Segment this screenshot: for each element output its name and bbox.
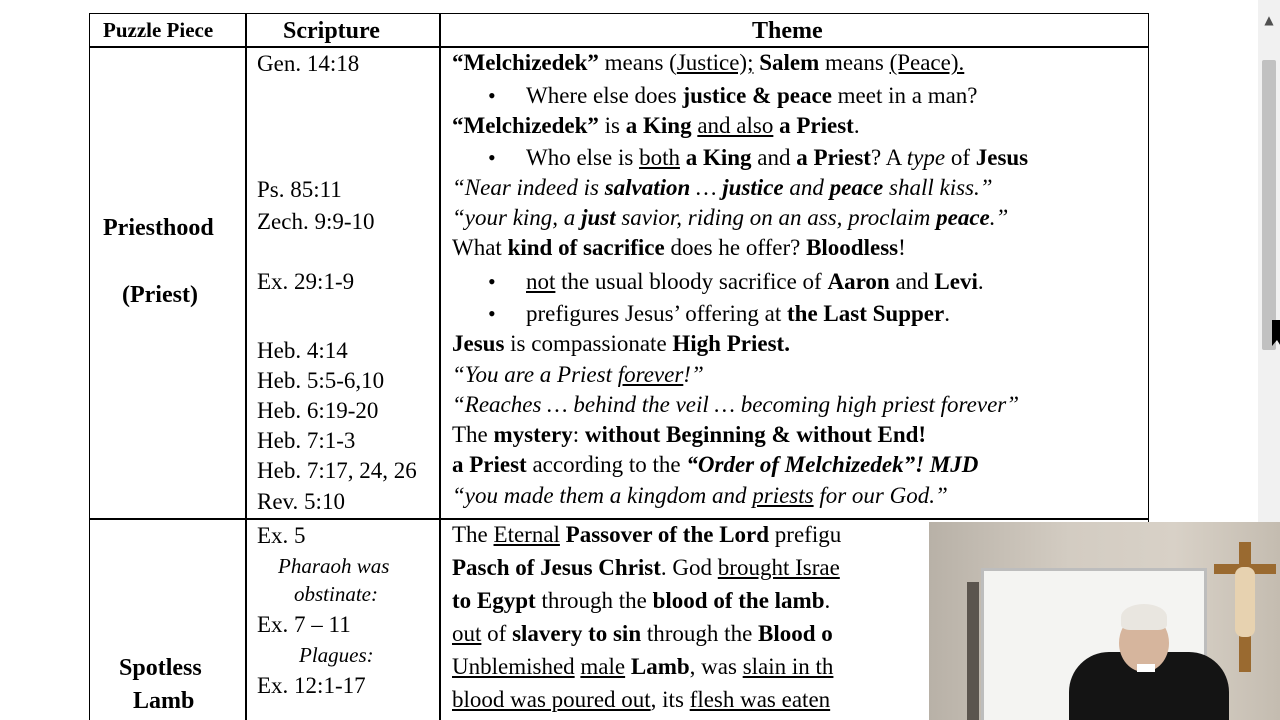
theme-text: flesh was eaten (689, 687, 831, 712)
theme-text: ! (898, 235, 906, 260)
theme-text: slain in th (742, 654, 834, 679)
theme-text: through the (535, 588, 653, 613)
theme-text: for our God.” (813, 483, 948, 508)
theme-text: the Last Supper (787, 301, 945, 326)
scripture-note: Pharaoh was (278, 554, 390, 578)
theme-text: Salem (753, 50, 820, 75)
theme-text: .” (989, 205, 1009, 230)
theme-line (452, 330, 790, 358)
theme-text: Aaron (827, 269, 890, 294)
theme-line (452, 174, 993, 202)
theme-text: forever (617, 362, 684, 387)
theme-text: . (824, 588, 831, 613)
theme-text: . God (660, 555, 718, 580)
puzzle-piece-priesthood: Priesthood (103, 215, 214, 241)
theme-text: a King (625, 113, 692, 138)
theme-text: a King (685, 145, 752, 170)
presenter-hair (1121, 604, 1167, 630)
theme-text: and also (697, 113, 774, 138)
theme-line (452, 451, 978, 479)
theme-text: is (598, 113, 626, 138)
theme-text: salvation (604, 175, 691, 200)
theme-text: . (944, 301, 950, 326)
theme-text: High Priest. (672, 331, 790, 356)
scripture-ref: Heb. 4:14 (257, 338, 348, 363)
theme-text: prefigures Jesus’ offering at (526, 301, 788, 326)
theme-text: mystery (493, 422, 573, 447)
column-divider (439, 13, 441, 720)
theme-text: “Melchizedek” (452, 113, 599, 138)
theme-text: Bloodless (806, 235, 899, 260)
theme-line (452, 521, 841, 549)
theme-text: a Priest (452, 452, 527, 477)
theme-line (452, 686, 830, 714)
theme-text: blood of the lamb (652, 588, 825, 613)
theme-line (452, 112, 860, 140)
theme-text: “Near indeed is (452, 175, 605, 200)
theme-line: “Reaches … behind the veil … becoming high priest forever” (452, 392, 1020, 417)
theme-line (452, 421, 926, 449)
theme-text: peace (936, 205, 990, 230)
theme-bullet-line (526, 268, 984, 296)
theme-text: is compassionate (504, 331, 673, 356)
theme-text: just (581, 205, 616, 230)
scripture-ref: Heb. 7:1-3 (257, 428, 356, 453)
theme-text: , its (650, 687, 690, 712)
theme-text: and (889, 269, 935, 294)
crucifix-corpus (1235, 567, 1255, 637)
theme-text: priests (752, 483, 814, 508)
theme-text: of (945, 145, 976, 170)
puzzle-piece-priest: (Priest) (122, 282, 198, 308)
scripture-ref: Ps. 85:11 (257, 177, 342, 202)
theme-text: ? A (870, 145, 907, 170)
theme-text: Justice); (676, 50, 754, 75)
scripture-ref: Ex. 5 (257, 523, 306, 548)
theme-text: Jesus (452, 331, 505, 356)
theme-text: !” (683, 362, 704, 387)
theme-line (452, 234, 906, 262)
scripture-ref: Heb. 7:17, 24, 26 (257, 458, 417, 483)
theme-text: means ( (598, 50, 677, 75)
theme-text: Pasch of Jesus Christ (452, 555, 661, 580)
theme-text: “you made them a kingdom and (452, 483, 753, 508)
theme-text: through the (641, 621, 759, 646)
theme-text: the usual bloody sacrifice of (555, 269, 828, 294)
theme-text: male (580, 654, 626, 679)
theme-text: and (783, 175, 830, 200)
webcam-video-overlay (929, 522, 1280, 720)
theme-text: of (481, 621, 513, 646)
puzzle-piece-spotless: Spotless (119, 655, 202, 681)
theme-text: , was (689, 654, 743, 679)
theme-text: blood was poured out (452, 687, 651, 712)
column-divider (245, 13, 247, 720)
scrollbar-thumb[interactable] (1262, 60, 1276, 350)
theme-text: peace (829, 175, 884, 200)
theme-text: Passover of the Lord (565, 522, 770, 547)
header-theme: Theme (752, 18, 823, 44)
theme-text: Who else is (526, 145, 640, 170)
theme-text: . (977, 269, 984, 294)
theme-text: Blood o (758, 621, 833, 646)
theme-text: means (819, 50, 890, 75)
theme-text: both (639, 145, 680, 170)
theme-text: Eternal (493, 522, 560, 547)
puzzle-piece-lamb: Lamb (133, 688, 195, 714)
theme-bullet-line (526, 82, 978, 110)
theme-text: prefigu (769, 522, 842, 547)
theme-text: according to the (526, 452, 687, 477)
scripture-ref: Gen. 14:18 (257, 51, 360, 76)
clerical-collar (1137, 664, 1155, 672)
theme-line (452, 361, 704, 389)
theme-text: Where else does (526, 83, 683, 108)
theme-text: and (751, 145, 797, 170)
theme-text: “Order of Melchizedek”! MJD (686, 452, 979, 477)
theme-text: savior, riding on an ass, proclaim (615, 205, 937, 230)
theme-text: “your king, a (452, 205, 582, 230)
theme-text: Levi (934, 269, 978, 294)
video-stand (967, 582, 979, 720)
scripture-ref: Zech. 9:9-10 (257, 209, 375, 234)
theme-text: justice (722, 175, 784, 200)
theme-text: shall kiss.” (883, 175, 993, 200)
mouse-cursor-icon (1272, 320, 1280, 352)
header-divider (89, 46, 1148, 48)
theme-text: … (690, 175, 723, 200)
scripture-ref: Ex. 29:1-9 (257, 269, 355, 294)
theme-text: : (572, 422, 585, 447)
theme-bullet-line (526, 144, 1028, 172)
theme-bullet-line (526, 300, 950, 328)
scripture-ref: Ex. 12:1-17 (257, 673, 366, 698)
theme-line (452, 587, 830, 615)
header-puzzle-piece: Puzzle Piece (103, 18, 214, 42)
theme-text: not (526, 269, 556, 294)
theme-text: Jesus (975, 145, 1029, 170)
theme-text: meet in a man? (831, 83, 978, 108)
theme-text: (Peace). (889, 50, 965, 75)
theme-text: without Beginning & without End! (584, 422, 927, 447)
theme-line (452, 482, 948, 510)
theme-text: brought Israe (717, 555, 840, 580)
theme-text: “You are a Priest (452, 362, 618, 387)
theme-text: kind of sacrifice (507, 235, 665, 260)
theme-text: . (853, 113, 860, 138)
scripture-ref: Rev. 5:10 (257, 489, 345, 514)
theme-line (452, 620, 833, 648)
theme-text: a Priest (796, 145, 871, 170)
scripture-ref: Heb. 6:19-20 (257, 398, 379, 423)
scripture-note: obstinate: (294, 582, 378, 606)
theme-text: to Egypt (452, 588, 536, 613)
scripture-ref: Heb. 5:5-6,10 (257, 368, 385, 393)
theme-line (452, 49, 964, 77)
theme-text: type (906, 145, 946, 170)
theme-text: a Priest (779, 113, 854, 138)
theme-text: slavery to sin (512, 621, 642, 646)
scripture-note: Plagues: (299, 643, 374, 667)
theme-text: “Melchizedek” (452, 50, 599, 75)
theme-text: does he offer? (664, 235, 807, 260)
theme-text: The (452, 422, 494, 447)
theme-line (452, 554, 840, 582)
scripture-ref: Ex. 7 – 11 (257, 612, 351, 637)
theme-text: What (452, 235, 508, 260)
theme-text: Lamb (630, 654, 690, 679)
theme-text: The (452, 522, 494, 547)
row-divider (89, 518, 1148, 520)
theme-text: out (452, 621, 482, 646)
theme-text: justice & peace (682, 83, 832, 108)
theme-line (452, 653, 833, 681)
theme-text: Unblemished (452, 654, 575, 679)
scroll-up-arrow-icon[interactable]: ▲ (1264, 13, 1274, 27)
header-scripture: Scripture (283, 18, 380, 44)
theme-line (452, 204, 1008, 232)
